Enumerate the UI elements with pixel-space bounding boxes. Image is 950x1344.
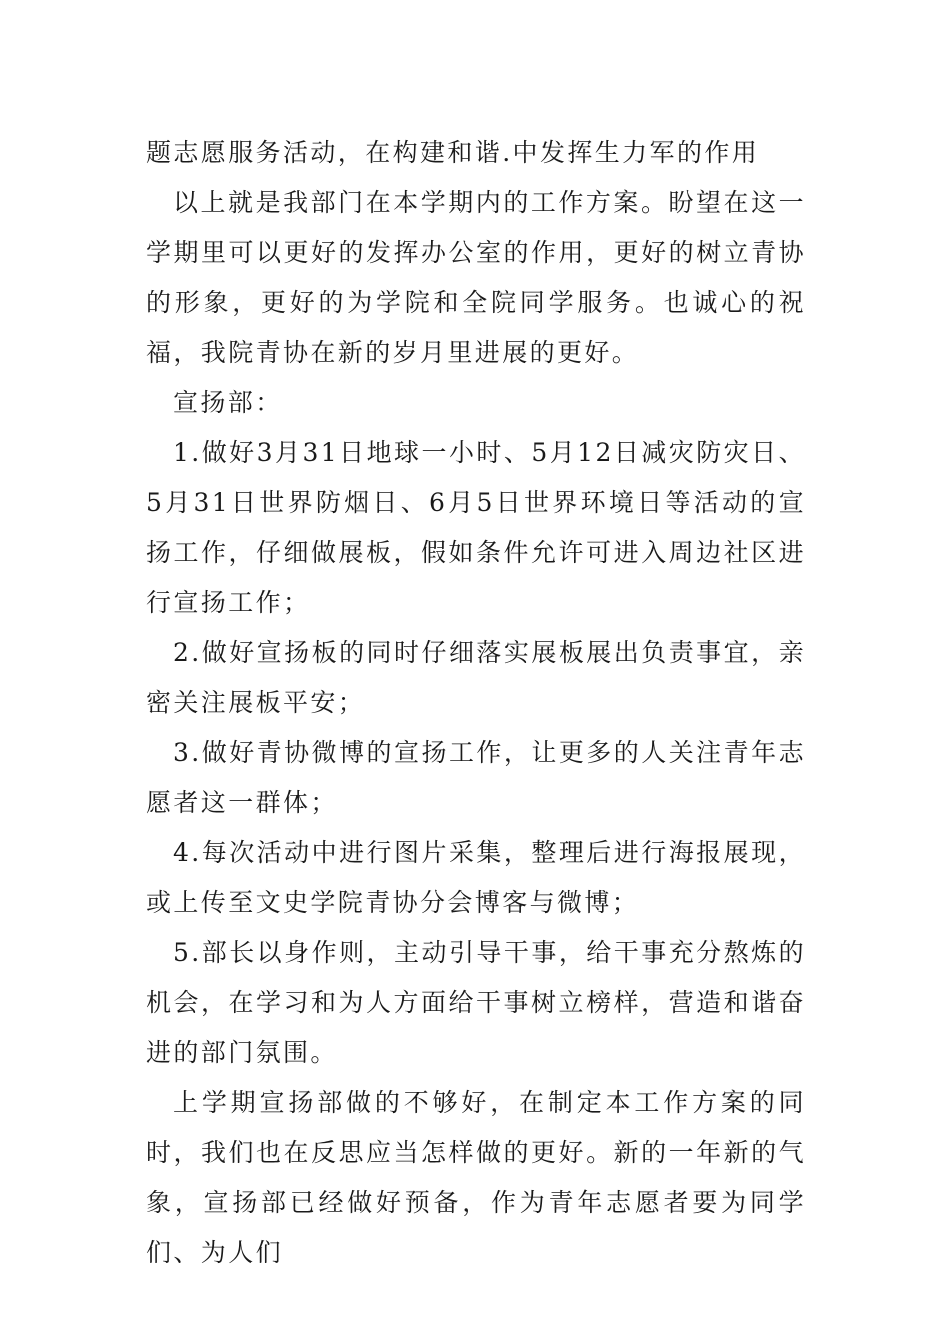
paragraph-reflection: 上学期宣扬部做的不够好，在制定本工作方案的同时，我们也在反思应当怎样做的更好。新的一年新的气象，宣扬部已经做好预备，作为青年志愿者要为同学们、为人们 — [146, 1088, 806, 1267]
paragraph-office-summary: 以上就是我部门在本学期内的工作方案。盼望在这一学期里可以更好的发挥办公室的作用，更好的树立青协的形象，更好的为学院和全院同学服务。也诚心的祝福，我院青协在新的岁月里进展的更好。 — [146, 188, 806, 367]
paragraph-continuation: 题志愿服务活动，在构建和谐.中发挥生力军的作用 — [146, 138, 760, 167]
list-item-2: 2.做好宣扬板的同时仔细落实展板展出负责事宜，亲密关注展板平安； — [146, 638, 806, 717]
section-heading-publicity: 宣扬部： — [173, 388, 283, 417]
list-item-3: 3.做好青协微博的宣扬工作，让更多的人关注青年志愿者这一群体； — [146, 738, 806, 817]
list-item-4: 4.每次活动中进行图片采集，整理后进行海报展现，或上传至文史学院青协分会博客与微博； — [146, 838, 806, 917]
list-item-1: 1.做好3月31日地球一小时、5月12日减灾防灾日、5月31日世界防烟日、6月5日世界环境日等活动的宣扬工作，仔细做展板，假如条件允许可进入周边社区进行宣扬工作； — [146, 438, 806, 617]
list-item-5: 5.部长以身作则，主动引导干事，给干事充分熬炼的机会，在学习和为人方面给干事树立榜样，营造和谐奋进的部门氛围。 — [146, 938, 806, 1067]
document-body — [146, 128, 806, 1278]
